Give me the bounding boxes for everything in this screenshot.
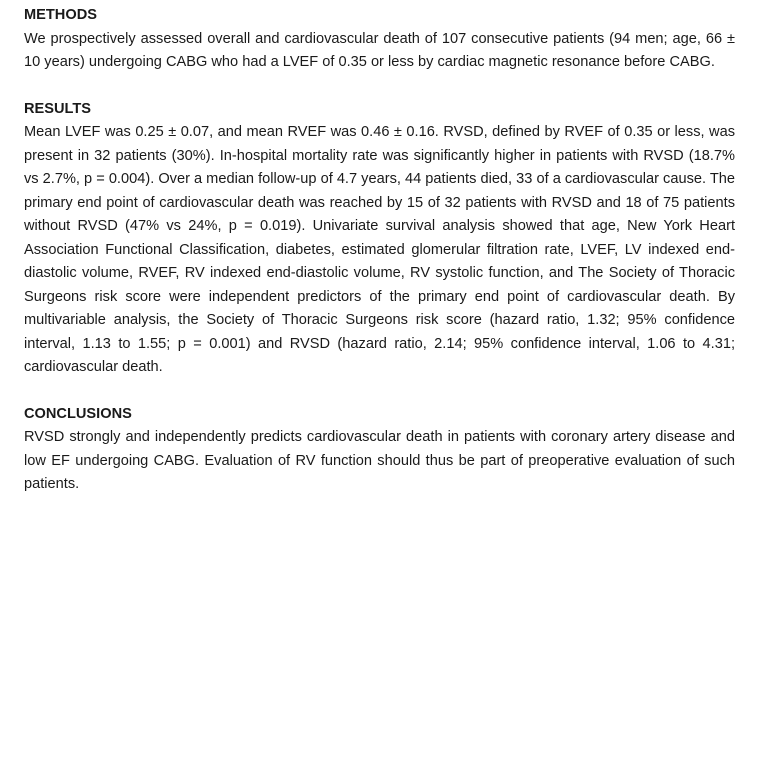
section-heading-conclusions: CONCLUSIONS xyxy=(24,405,132,422)
conclusions-paragraph: RVSD strongly and independently predicts cardiovascular death in patients with coronary artery disease and low EF undergoing CABG. Evaluation of RV function should thus be part of preoperative evaluation of such patients. xyxy=(24,429,735,492)
abstract-document xyxy=(24,4,735,520)
methods-paragraph: We prospectively assessed overall and cardiovascular death of 107 consecutive patients (94 men; age, 66 ± 10 years) undergoing CABG who had a LVEF of 0.35 or less by cardiac magnetic resonance before CABG. xyxy=(24,30,735,70)
conclusions-section xyxy=(24,403,735,497)
section-heading-methods: METHODS xyxy=(24,7,97,23)
results-paragraph: Mean LVEF was 0.25 ± 0.07, and mean RVEF was 0.46 ± 0.16. RVSD, defined by RVEF of 0.35 or less, was present in 32 patients (30%). In-hospital mortality rate was significantly higher in patients with RVSD (18.7% vs 2.7%, p = 0.004). Over a median follow-up of 4.7 years, 44 patients died, 33 of a cardiovascular cause. The primary end point of cardiovascular death was reached by 15 of 32 patients with RVSD and 18 of 75 patients without RVSD (47% vs 24%, p = 0.019). Univariate survival analysis showed that age, New York Heart Association Functional Classification, diabetes, estimated glomerular filtration rate, LVEF, LV indexed end-diastolic volume, RVEF, RV indexed end-diastolic volume, RV systolic function, and The Society of Thoracic Surgeons risk score were independent predictors of the primary end point of cardiovascular death. By multivariable analysis, the Society of Thoracic Surgeons risk score (hazard ratio, 1.32; 95% confidence interval, 1.13 to 1.55; p = 0.001) and RVSD (hazard ratio, 2.14; 95% confidence interval, 1.06 to 4.31; cardiovascular death. xyxy=(24,124,735,375)
section-heading-results: RESULTS xyxy=(24,100,92,117)
methods-section xyxy=(24,4,735,75)
results-section xyxy=(24,98,735,380)
